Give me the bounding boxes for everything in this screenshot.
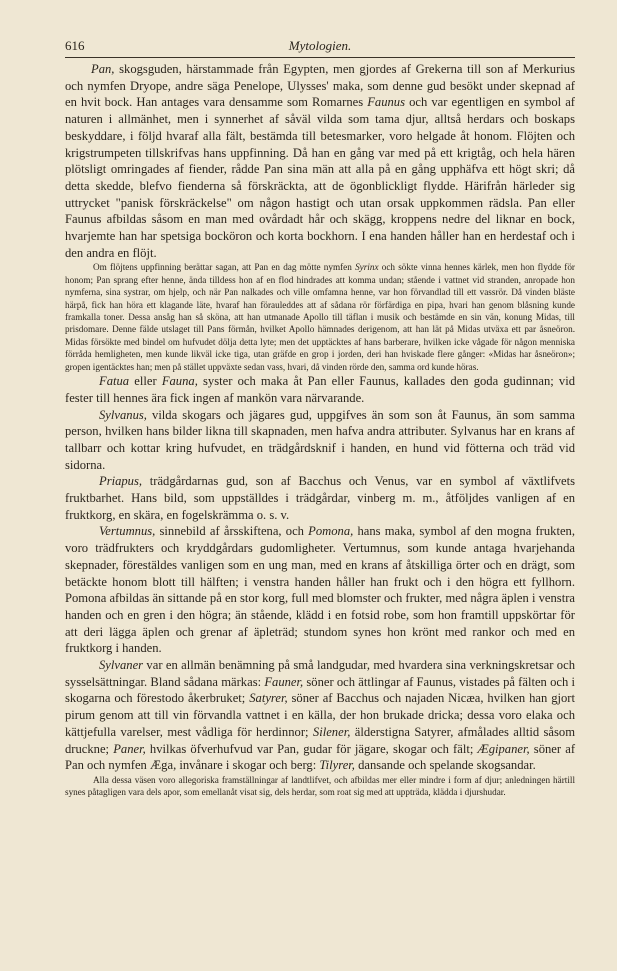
note-text: Alla dessa väsen voro allegoriska framställningar af landtlifvet, och afbildas mer eller mindre i form af djur; anledningen härtill synes påtagligen vara dels apor, som emellanåt visat sig, dels herdar, som roat sig med att uppträda, klädda i djurshudar. — [65, 774, 575, 798]
entry-name: Fauner, — [264, 674, 304, 689]
entry-name: Paner, — [113, 741, 146, 756]
paragraph-fatua — [65, 373, 575, 406]
paragraph-text: söner af Pan och nymfen Æga, invånare i skogar och berg: — [65, 741, 576, 773]
paragraph-vertumnus — [65, 523, 575, 657]
entry-name: Fauna, — [161, 374, 198, 389]
note-text: Om flöjtens uppfinning berättar sagan, att Pan en dag mötte nymfen — [93, 262, 356, 273]
entry-name: Tilyrer, — [319, 758, 355, 773]
entry-name: Sylvanus, — [99, 407, 147, 422]
entry-name: Pomona, — [308, 524, 354, 539]
paragraph-text: skogsguden, härstammade från Egypten, men gjordes af Grekerna till son af Merkurius och nymfen Dryope, andre säga Penelope, Ulysses' maka, som denne gud besökt under skepnad af en hvit bock. Han antages vara densamme som Romarnes — [65, 62, 575, 110]
paragraph-pan — [65, 61, 575, 261]
paragraph-text: vilda skogars och jägares gud, uppgifves än som son åt Faunus, än som samma person, hvilken hans bilder likna till skapnaden, men hafva andra attributer. Sylvanus har en krans af tallbarr och kottar kring hufvudet, en trädgårdsknif i handen, en hund vid fötterna och träd vid sidorna. — [65, 407, 575, 472]
paragraph-text: syster och maka åt Pan eller Faunus, kallades den goda gudinnan; vid fester till hennes ära fick ingen af mankön vara närvarande. — [65, 374, 576, 405]
paragraph-sylvanus — [65, 407, 575, 474]
page-number: 616 — [65, 38, 85, 53]
entry-name: Pan, — [91, 62, 115, 76]
page-body — [65, 61, 575, 799]
paragraph-text: och var egentligen en symbol af naturen i allmänhet, men i synnerhet af såväl vilda som tama djur, alltså herdars och boskaps beskyddare, i följd hvaraf alla fält, bestämda till betesmarker, voro helgade åt honom. Flöjten och krigstrumpeten tillskrifvas hans uppfinning. Då han en gång var med på ett krigtåg, och hela hären plötsligt omringades af fiender, rådde Pan sina män att alla på en gång upphäfva ett högt skri; då detta skedde, blefvo fienderna så förskräckta, att de ögonblickligt flydde. Härifrån härleder sig uttrycket "panisk förskräckelse" om någon hastigt och utan orsak uppkommen rädsla. Pan eller Faunus afbildas såsom en man med ovårdadt hår och skägg, kroppens nedre del liknar en bock, hvarjemte han har spetsiga bocköron och korta bockhorn. I ena handen håller han en herdestaf och i den andra en flöjt. — [65, 95, 575, 260]
note-name: Syrinx — [355, 262, 379, 273]
paragraph-sylvaner — [65, 657, 575, 774]
page-header — [65, 38, 575, 58]
paragraph-text: hvilkas öfverhufvud var Pan, gudar för jägare, skogar och fält; — [145, 741, 478, 756]
paragraph-text: söner och ättlingar af Faunus, vistades på fälten och i skogarna och förestodo åkerbruket; — [65, 674, 575, 706]
entry-name: Satyrer, — [249, 691, 288, 706]
paragraph-text: söner af Bacchus och najaden Nicæa, hvilken han gjort pirum genom att till vin förvandla vattnet i en källa, der hon brukade dricka; dessa voro elaka och kättjefulla varelser, mest vådliga för herdinnor; — [65, 691, 575, 739]
paragraph-text: sinnebild af årsskiftena, och — [155, 524, 309, 539]
paragraph-text: hans maka, symbol af den mogna frukten, voro trädfrukters och kryddgårdars gudomligheter. Vertumnus, som kunde antaga hvarjehanda skepnader, förestäldes vanligen som en ung man, med en krans af åtskilliga örter och en drägt, som betäckte honom blott till hälften; i venstra handen håller han frukt och i den högra ett fyllhorn. Pomona afbildas än sittande på en stor korg, full med blomster och frukter, med några äplen i venstra handen och en gren i den högra; än stående, klädd i en fotsid robe, som hon framtill uppskörtar för att deri lägga äplen och grenar af äpleträd; stundom synes hon krönt med rankor och med en fruktkorg i handen. — [65, 524, 575, 656]
running-head: Mytologien. — [288, 38, 352, 53]
paragraph-text: eller — [129, 374, 162, 389]
header-rule — [65, 57, 575, 58]
paragraph-priapus — [65, 473, 575, 523]
entry-name: Silener, — [312, 724, 351, 739]
paragraph-text: dansande och spelande skogsandar. — [354, 758, 536, 773]
paragraph-text: var en allmän benämning på små landgudar, med hvardera sina verkningskretsar och sysselsättningar. Bland sådana märkas: — [65, 658, 575, 689]
footnote-landtlif — [65, 774, 575, 799]
entry-name: Faunus — [367, 95, 405, 110]
entry-name: Sylvaner — [99, 658, 144, 673]
paragraph-text: trädgårdarnas gud, son af Bacchus och Venus, var en symbol af växtlifvets fruktbarhet. Hans bild, som uppställdes i trädgårdar, vinberg m. m., åtföljdes vanligen af en fruktkorg, en skära, en fogelskrämma o. s. v. — [65, 474, 575, 522]
paragraph-text: älderstigna Satyrer, afmålades alltid såsom druckne; — [65, 724, 576, 756]
entry-name: Vertumnus, — [99, 524, 156, 539]
note-text: och sökte vinna hennes kärlek, men hon flydde för honom; Pan sprang efter henne, ända tilldess hon af en flod hindrades att komma undan; stående i vattnet vid stranden, anropade hon nymferna, sina systrar, om hjelp, och när Pan nalkades och ville omfamna henne, var hon förvandlad till ett vassrör. Då vinden bläste härpå, fick han höra ett klagande läte, hvaraf han förauleddes att af sådana rör förfärdiga en pipa, hvari han genom blåsning kunde framkalla toner. Dessa ansåg han så sköna, att han utmanade Apollo till täflan i musik och bestämde en sin vän, konung Midas, till prisdomare. Denne fälde utslaget till Pans förmån, hvilket Apollo hämnades derigenom, att han lät på Midas utväxa ett par åsneöron. Midas försökte med bindel om hufvudet dölja detta lyte; men det upptäcktes af hans barberare, hvilken icke vågade för någon menniska förråda hemligheten, men kunde likväl icke tiga, utan gräfde en grop i jorden, deri han hviskade flere gånger: «Midas har åsneöron»; gropen igentäcktes han; men på stället uppväxte sedan vass, hvari, då vinden rörde den, samma ord kunde höras. — [65, 262, 575, 372]
footnote-syrinx — [65, 261, 575, 373]
entry-name: Priapus, — [99, 474, 143, 489]
entry-name: Ægipaner, — [477, 741, 530, 756]
entry-name: Fatua — [99, 374, 130, 389]
